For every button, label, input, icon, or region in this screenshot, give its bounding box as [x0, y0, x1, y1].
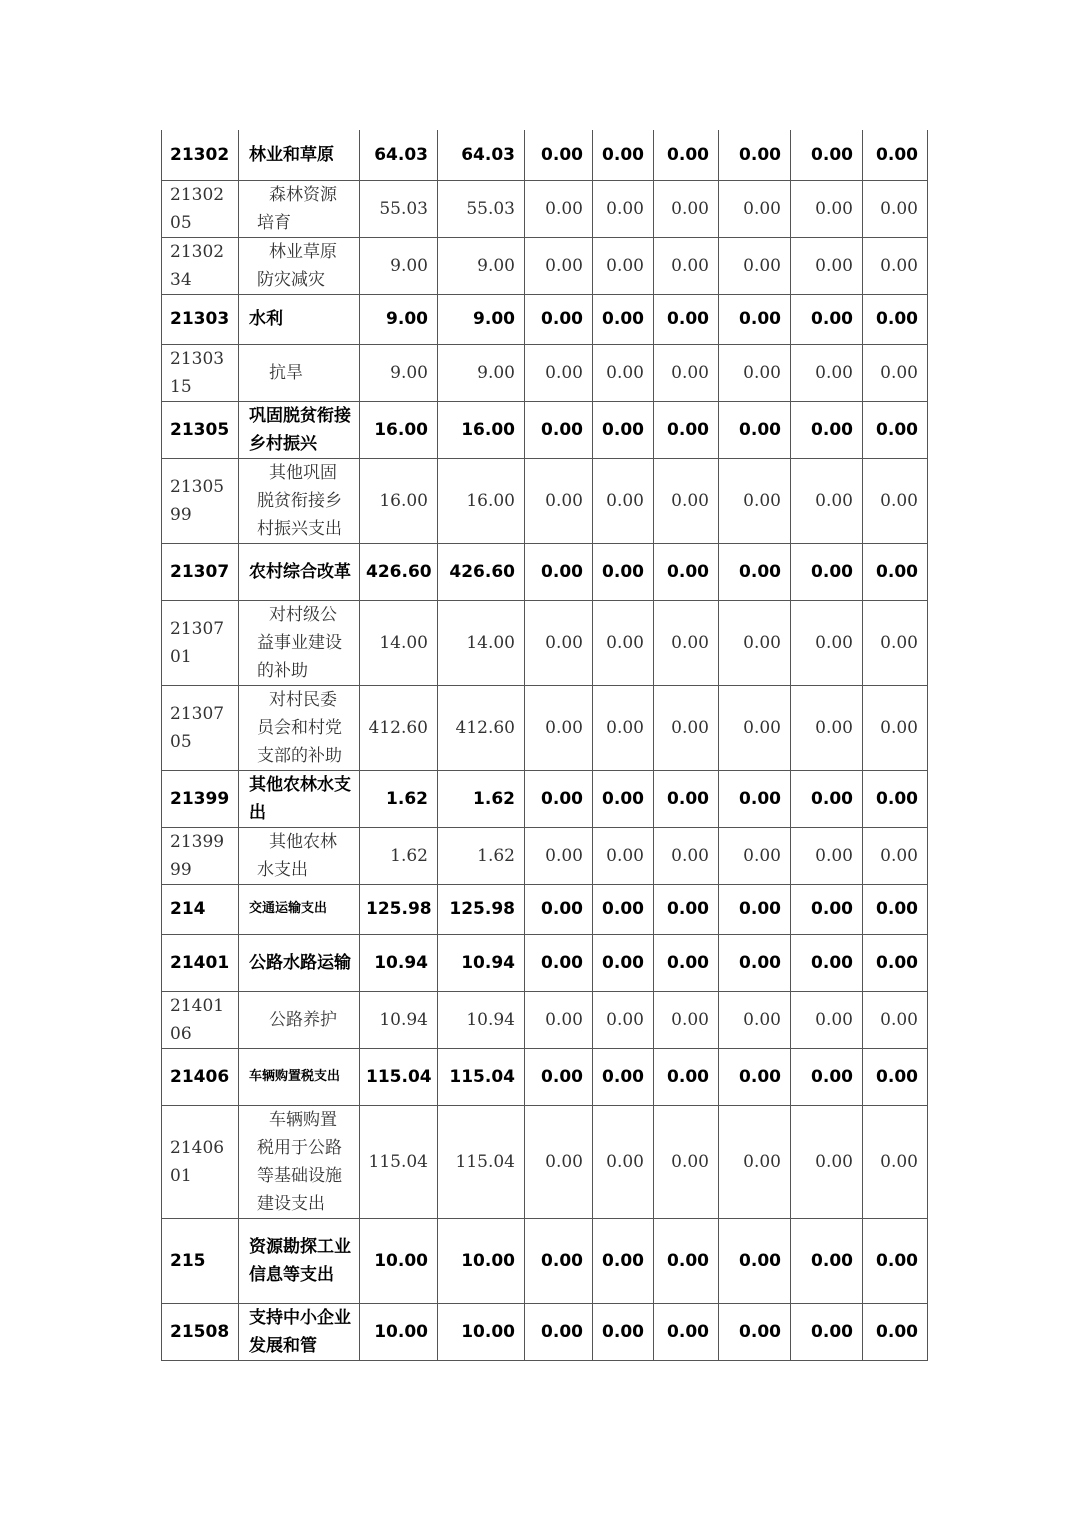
- subject-code-cell: 21305: [162, 401, 239, 458]
- amount-cell: 0.00: [593, 130, 654, 180]
- table-row: [162, 237, 928, 294]
- amount-cell: 0.00: [791, 770, 863, 827]
- amount-cell: 0.00: [525, 827, 593, 884]
- amount-cell: 0.00: [719, 685, 791, 770]
- amount-cell: 0.00: [791, 1048, 863, 1105]
- table-row: [162, 180, 928, 237]
- subject-name-cell: 林业草原防灾减灾: [239, 237, 360, 294]
- amount-cell: 0.00: [719, 827, 791, 884]
- amount-cell: 0.00: [654, 991, 719, 1048]
- amount-cell: 115.04: [360, 1048, 438, 1105]
- table-row: [162, 770, 928, 827]
- amount-cell: 0.00: [654, 180, 719, 237]
- amount-cell: 0.00: [593, 294, 654, 344]
- amount-cell: 0.00: [719, 934, 791, 991]
- amount-cell: 0.00: [791, 827, 863, 884]
- amount-cell: 0.00: [525, 1218, 593, 1303]
- amount-cell: 0.00: [525, 294, 593, 344]
- subject-name-cell: 对村民委员会和村党支部的补助: [239, 685, 360, 770]
- table-row: [162, 1303, 928, 1360]
- amount-cell: 125.98: [360, 884, 438, 934]
- amount-cell: 1.62: [438, 827, 525, 884]
- amount-cell: 64.03: [438, 130, 525, 180]
- amount-cell: 0.00: [863, 934, 928, 991]
- subject-code-cell: 2130205: [162, 180, 239, 237]
- amount-cell: 0.00: [791, 401, 863, 458]
- amount-cell: 0.00: [863, 344, 928, 401]
- subject-name-cell: 其他农林水支出: [239, 770, 360, 827]
- amount-cell: 0.00: [525, 344, 593, 401]
- amount-cell: 0.00: [654, 1303, 719, 1360]
- amount-cell: 14.00: [360, 600, 438, 685]
- table-row: [162, 991, 928, 1048]
- amount-cell: 10.00: [360, 1218, 438, 1303]
- amount-cell: 9.00: [438, 294, 525, 344]
- amount-cell: 0.00: [654, 130, 719, 180]
- subject-name-cell: 支持中小企业发展和管: [239, 1303, 360, 1360]
- amount-cell: 0.00: [593, 180, 654, 237]
- amount-cell: 0.00: [593, 237, 654, 294]
- amount-cell: 0.00: [525, 1105, 593, 1218]
- amount-cell: 0.00: [863, 884, 928, 934]
- amount-cell: 0.00: [719, 770, 791, 827]
- subject-name-cell: 水利: [239, 294, 360, 344]
- amount-cell: 16.00: [360, 401, 438, 458]
- amount-cell: 0.00: [654, 1218, 719, 1303]
- amount-cell: 0.00: [719, 543, 791, 600]
- amount-cell: 0.00: [654, 884, 719, 934]
- subject-name-cell: 巩固脱贫衔接乡村振兴: [239, 401, 360, 458]
- amount-cell: 125.98: [438, 884, 525, 934]
- amount-cell: 0.00: [791, 180, 863, 237]
- amount-cell: 0.00: [719, 180, 791, 237]
- subject-name-cell: 对村级公益事业建设的补助: [239, 600, 360, 685]
- subject-name-cell: 车辆购置税支出: [239, 1048, 360, 1105]
- amount-cell: 0.00: [593, 934, 654, 991]
- amount-cell: 10.00: [360, 1303, 438, 1360]
- table-row: [162, 1048, 928, 1105]
- amount-cell: 0.00: [791, 237, 863, 294]
- subject-code-cell: 21399: [162, 770, 239, 827]
- amount-cell: 0.00: [863, 827, 928, 884]
- amount-cell: 0.00: [593, 770, 654, 827]
- subject-code-cell: 2130599: [162, 458, 239, 543]
- table-row: [162, 884, 928, 934]
- amount-cell: 0.00: [719, 1218, 791, 1303]
- subject-code-cell: 21302: [162, 130, 239, 180]
- amount-cell: 0.00: [719, 1048, 791, 1105]
- table-row: [162, 1105, 928, 1218]
- amount-cell: 0.00: [791, 543, 863, 600]
- amount-cell: 0.00: [719, 237, 791, 294]
- table-row: [162, 458, 928, 543]
- amount-cell: 16.00: [360, 458, 438, 543]
- amount-cell: 0.00: [525, 934, 593, 991]
- amount-cell: 0.00: [525, 991, 593, 1048]
- amount-cell: 0.00: [791, 685, 863, 770]
- subject-name-cell: 公路水路运输: [239, 934, 360, 991]
- amount-cell: 0.00: [791, 600, 863, 685]
- amount-cell: 0.00: [791, 344, 863, 401]
- amount-cell: 0.00: [719, 1303, 791, 1360]
- subject-code-cell: 2130315: [162, 344, 239, 401]
- table-row: [162, 934, 928, 991]
- amount-cell: 0.00: [525, 543, 593, 600]
- subject-code-cell: 21303: [162, 294, 239, 344]
- amount-cell: 0.00: [593, 600, 654, 685]
- subject-name-cell: 资源勘探工业信息等支出: [239, 1218, 360, 1303]
- amount-cell: 0.00: [863, 685, 928, 770]
- amount-cell: 1.62: [438, 770, 525, 827]
- subject-code-cell: 2130234: [162, 237, 239, 294]
- amount-cell: 9.00: [360, 237, 438, 294]
- subject-name-cell: 车辆购置税用于公路等基础设施建设支出: [239, 1105, 360, 1218]
- amount-cell: 426.60: [360, 543, 438, 600]
- amount-cell: 0.00: [654, 401, 719, 458]
- amount-cell: 0.00: [719, 600, 791, 685]
- subject-name-cell: 其他农林水支出: [239, 827, 360, 884]
- subject-code-cell: 215: [162, 1218, 239, 1303]
- subject-code-cell: 2130705: [162, 685, 239, 770]
- subject-code-cell: 21307: [162, 543, 239, 600]
- amount-cell: 0.00: [525, 237, 593, 294]
- amount-cell: 0.00: [525, 180, 593, 237]
- amount-cell: 10.94: [438, 934, 525, 991]
- table-row: [162, 294, 928, 344]
- amount-cell: 10.00: [438, 1218, 525, 1303]
- subject-code-cell: 2140106: [162, 991, 239, 1048]
- amount-cell: 0.00: [525, 1048, 593, 1105]
- amount-cell: 10.94: [438, 991, 525, 1048]
- subject-name-cell: 林业和草原: [239, 130, 360, 180]
- amount-cell: 115.04: [438, 1105, 525, 1218]
- amount-cell: 0.00: [863, 1048, 928, 1105]
- amount-cell: 0.00: [593, 1048, 654, 1105]
- amount-cell: 9.00: [438, 344, 525, 401]
- amount-cell: 0.00: [654, 770, 719, 827]
- amount-cell: 0.00: [525, 458, 593, 543]
- amount-cell: 0.00: [791, 458, 863, 543]
- amount-cell: 412.60: [360, 685, 438, 770]
- table-row: [162, 344, 928, 401]
- amount-cell: 10.94: [360, 934, 438, 991]
- amount-cell: 0.00: [791, 934, 863, 991]
- amount-cell: 9.00: [360, 294, 438, 344]
- amount-cell: 0.00: [863, 458, 928, 543]
- amount-cell: 0.00: [654, 600, 719, 685]
- amount-cell: 55.03: [360, 180, 438, 237]
- amount-cell: 0.00: [863, 130, 928, 180]
- amount-cell: 0.00: [791, 991, 863, 1048]
- amount-cell: 0.00: [593, 827, 654, 884]
- amount-cell: 0.00: [791, 294, 863, 344]
- subject-code-cell: 2139999: [162, 827, 239, 884]
- amount-cell: 0.00: [593, 884, 654, 934]
- amount-cell: 1.62: [360, 770, 438, 827]
- amount-cell: 0.00: [863, 294, 928, 344]
- amount-cell: 0.00: [593, 344, 654, 401]
- subject-name-cell: 森林资源培育: [239, 180, 360, 237]
- amount-cell: 0.00: [719, 294, 791, 344]
- amount-cell: 9.00: [438, 237, 525, 294]
- amount-cell: 16.00: [438, 458, 525, 543]
- amount-cell: 55.03: [438, 180, 525, 237]
- subject-name-cell: 抗旱: [239, 344, 360, 401]
- subject-code-cell: 21406: [162, 1048, 239, 1105]
- amount-cell: 0.00: [791, 130, 863, 180]
- table-row: [162, 543, 928, 600]
- table-body: [162, 130, 928, 1360]
- amount-cell: 0.00: [719, 130, 791, 180]
- amount-cell: 0.00: [593, 1105, 654, 1218]
- subject-name-cell: 农村综合改革: [239, 543, 360, 600]
- amount-cell: 0.00: [863, 237, 928, 294]
- amount-cell: 0.00: [654, 237, 719, 294]
- amount-cell: 0.00: [593, 1218, 654, 1303]
- amount-cell: 0.00: [654, 934, 719, 991]
- amount-cell: 0.00: [791, 884, 863, 934]
- amount-cell: 16.00: [438, 401, 525, 458]
- amount-cell: 0.00: [654, 458, 719, 543]
- amount-cell: 9.00: [360, 344, 438, 401]
- subject-code-cell: 21508: [162, 1303, 239, 1360]
- amount-cell: 0.00: [654, 1105, 719, 1218]
- amount-cell: 0.00: [654, 685, 719, 770]
- amount-cell: 0.00: [654, 344, 719, 401]
- subject-code-cell: 2140601: [162, 1105, 239, 1218]
- subject-code-cell: 2130701: [162, 600, 239, 685]
- table-row: [162, 600, 928, 685]
- amount-cell: 0.00: [525, 401, 593, 458]
- amount-cell: 0.00: [525, 770, 593, 827]
- amount-cell: 0.00: [593, 543, 654, 600]
- table-row: [162, 1218, 928, 1303]
- amount-cell: 14.00: [438, 600, 525, 685]
- amount-cell: 0.00: [525, 600, 593, 685]
- table-row: [162, 401, 928, 458]
- amount-cell: 0.00: [863, 991, 928, 1048]
- subject-name-cell: 其他巩固脱贫衔接乡村振兴支出: [239, 458, 360, 543]
- amount-cell: 0.00: [654, 1048, 719, 1105]
- amount-cell: 0.00: [719, 884, 791, 934]
- amount-cell: 115.04: [360, 1105, 438, 1218]
- amount-cell: 0.00: [593, 991, 654, 1048]
- amount-cell: 0.00: [719, 401, 791, 458]
- amount-cell: 0.00: [863, 1218, 928, 1303]
- amount-cell: 0.00: [863, 1105, 928, 1218]
- amount-cell: 0.00: [593, 401, 654, 458]
- amount-cell: 0.00: [863, 770, 928, 827]
- amount-cell: 0.00: [525, 1303, 593, 1360]
- amount-cell: 0.00: [719, 991, 791, 1048]
- amount-cell: 0.00: [593, 458, 654, 543]
- amount-cell: 0.00: [863, 600, 928, 685]
- amount-cell: 0.00: [719, 344, 791, 401]
- subject-code-cell: 21401: [162, 934, 239, 991]
- amount-cell: 0.00: [525, 884, 593, 934]
- amount-cell: 412.60: [438, 685, 525, 770]
- budget-table: [161, 130, 928, 1361]
- amount-cell: 0.00: [525, 130, 593, 180]
- amount-cell: 0.00: [654, 827, 719, 884]
- amount-cell: 64.03: [360, 130, 438, 180]
- amount-cell: 10.00: [438, 1303, 525, 1360]
- amount-cell: 115.04: [438, 1048, 525, 1105]
- subject-code-cell: 214: [162, 884, 239, 934]
- amount-cell: 426.60: [438, 543, 525, 600]
- subject-name-cell: 交通运输支出: [239, 884, 360, 934]
- amount-cell: 0.00: [593, 685, 654, 770]
- amount-cell: 0.00: [719, 1105, 791, 1218]
- table-row: [162, 685, 928, 770]
- amount-cell: 10.94: [360, 991, 438, 1048]
- amount-cell: 0.00: [791, 1303, 863, 1360]
- table-row: [162, 827, 928, 884]
- amount-cell: 0.00: [525, 685, 593, 770]
- amount-cell: 0.00: [863, 180, 928, 237]
- amount-cell: 0.00: [863, 1303, 928, 1360]
- table-row: [162, 130, 928, 180]
- amount-cell: 0.00: [654, 294, 719, 344]
- amount-cell: 0.00: [863, 543, 928, 600]
- amount-cell: 0.00: [791, 1105, 863, 1218]
- subject-name-cell: 公路养护: [239, 991, 360, 1048]
- amount-cell: 0.00: [593, 1303, 654, 1360]
- amount-cell: 0.00: [719, 458, 791, 543]
- amount-cell: 0.00: [654, 543, 719, 600]
- amount-cell: 0.00: [863, 401, 928, 458]
- amount-cell: 1.62: [360, 827, 438, 884]
- amount-cell: 0.00: [791, 1218, 863, 1303]
